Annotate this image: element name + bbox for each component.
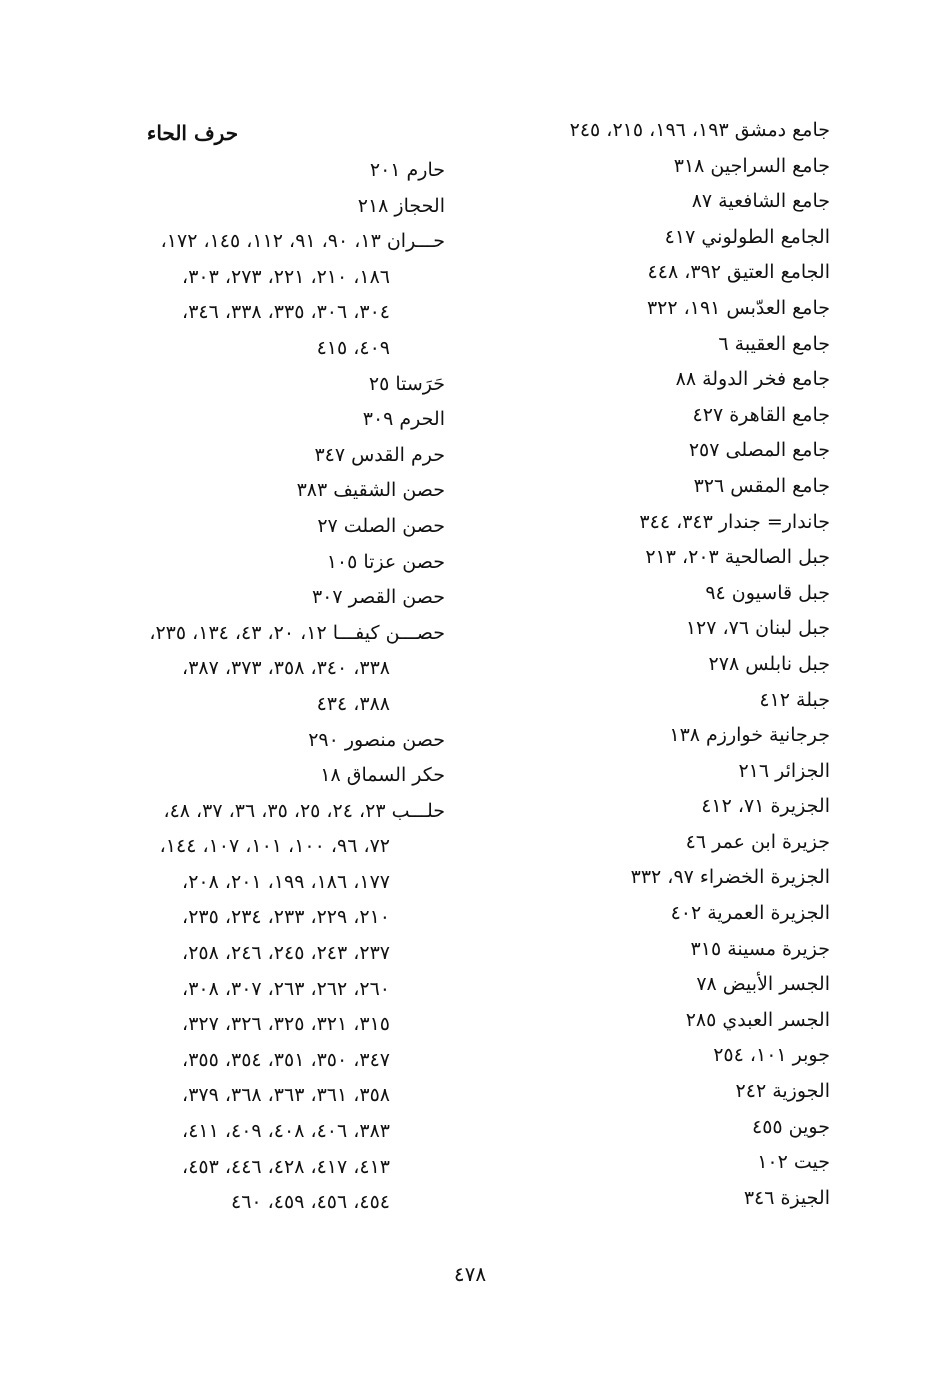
index-entry: جامع القاهرة ٤٢٧: [692, 403, 830, 426]
index-entry: جبلة ٤١٢: [759, 688, 830, 711]
index-entry: جامع المقس ٣٢٦: [693, 474, 830, 497]
page-number: ٤٧٨: [453, 1262, 487, 1286]
index-entry: الجامع الطولوني ٤١٧: [664, 225, 830, 248]
index-entry: حلـــب ٢٣، ٢٤، ٢٥، ٣٥، ٣٦، ٣٧، ٤٨،: [163, 799, 445, 822]
index-entry: جوبر ١٠١، ٢٥٤: [713, 1044, 830, 1067]
left-index-column: [70, 113, 445, 1221]
index-entry: جرجانية خوارزم ١٣٨: [669, 724, 830, 747]
index-entry: الجوزية ٢٤٢: [735, 1080, 830, 1103]
index-entry-continuation: ٧٢، ٩٦، ١٠٠، ١٠١، ١٠٧، ١٤٤،: [159, 835, 390, 858]
index-entry: حصن عزتا ١٠٥: [326, 550, 445, 573]
index-entry-continuation: ١٧٧، ١٨٦، ١٩٩، ٢٠١، ٢٠٨،: [182, 870, 390, 893]
index-entry: الجزيرة العمرية ٤٠٢: [670, 902, 830, 925]
index-entry: حرم القدس ٣٤٧: [314, 443, 445, 466]
index-entry: حصن منصور ٢٩٠: [308, 728, 445, 751]
index-entry: جوين ٤٥٥: [752, 1115, 830, 1138]
index-entry: الجزيرة ٧١، ٤١٢: [701, 795, 830, 818]
left-entries: [70, 153, 445, 1221]
index-entry: الحجاز ٢١٨: [357, 194, 445, 217]
index-entry: جزيرة مسينة ٣١٥: [690, 937, 830, 960]
index-entry: حصن القصر ٣٠٧: [311, 586, 445, 609]
index-entry: جامع العقيبة ٦: [718, 332, 830, 355]
index-entry: الجزيرة الخضراء ٩٧، ٣٣٢: [630, 866, 830, 889]
index-entry-continuation: ٣١٥، ٣٢١، ٣٢٥، ٣٢٦، ٣٢٧،: [182, 1013, 390, 1036]
index-entry: الجسر العبدي ٢٨٥: [685, 1008, 830, 1031]
index-entry-continuation: ٤٠٩، ٤١٥: [316, 336, 390, 359]
index-entry-continuation: ١٨٦، ٢١٠، ٢٢١، ٢٧٣، ٣٠٣،: [182, 265, 390, 288]
index-entry: حارم ٢٠١: [369, 159, 445, 181]
index-entry: الحرم ٣٠٩: [362, 408, 445, 431]
index-entry-continuation: ٣٤٧، ٣٥٠، ٣٥١، ٣٥٤، ٣٥٥،: [182, 1048, 390, 1071]
index-entry: جامع الشافعية ٨٧: [691, 190, 830, 213]
index-entry: حصـــن كيفـــا ١٢، ٢٠، ٤٣، ١٣٤، ٢٣٥،: [149, 621, 445, 644]
index-entry: جبل لبنان ٧٦، ١٢٧: [685, 617, 830, 640]
index-entry: جامع السراجين ٣١٨: [673, 154, 830, 177]
index-entry: جزيرة ابن عمر ٤٦: [685, 830, 830, 853]
index-entry-continuation: ٢٣٧، ٢٤٣، ٢٤٥، ٢٤٦، ٢٥٨،: [182, 942, 390, 965]
index-entry: الجيزة ٣٤٦: [743, 1186, 830, 1209]
index-entry-continuation: ٤١٣، ٤١٧، ٤٢٨، ٤٤٦، ٤٥٣،: [182, 1155, 390, 1178]
index-entry-continuation: ٢٦٠، ٢٦٢، ٢٦٣، ٣٠٧، ٣٠٨،: [182, 977, 390, 1000]
index-entry: حصن الصلت ٢٧: [317, 514, 445, 537]
index-entry: جبل الصالحية ٢٠٣، ٢١٣: [645, 546, 830, 569]
index-entry-continuation: ٣٨٣، ٤٠٦، ٤٠٨، ٤٠٩، ٤١١،: [182, 1120, 390, 1143]
section-heading-text: حرف الحاء: [146, 121, 239, 145]
index-entry: الجامع العتيق ٣٩٢، ٤٤٨: [647, 261, 830, 284]
index-entry: حَرَستا ٢٥: [368, 372, 445, 395]
index-entry: جيت ١٠٢: [757, 1151, 830, 1174]
index-entry: حـــران ١٣، ٩٠، ٩١، ١١٢، ١٤٥، ١٧٢،: [160, 230, 445, 253]
right-index-column: [500, 113, 830, 1216]
index-entry: جاندار= جندار ٣٤٣، ٣٤٤: [639, 510, 830, 533]
index-entry: جبل نابلس ٢٧٨: [708, 652, 830, 675]
index-entry: الجسر الأبيض ٧٨: [696, 973, 830, 996]
index-entry: جامع المصلى ٢٥٧: [688, 439, 830, 462]
index-entry: حكر السماق ١٨: [320, 764, 445, 787]
index-entry-continuation: ٣٥٨، ٣٦١، ٣٦٣، ٣٦٨، ٣٧٩،: [182, 1084, 390, 1107]
index-entry: جامع العدّبس ١٩١، ٣٢٢: [646, 296, 830, 319]
index-entry-continuation: ٢١٠، ٢٢٩، ٢٣٣، ٢٣٤، ٢٣٥،: [182, 906, 390, 929]
index-entry: جامع دمشق ١٩٣، ١٩٦، ٢١٥، ٢٤٥: [569, 119, 830, 141]
index-entry-continuation: ٣٠٤، ٣٠٦، ٣٣٥، ٣٣٨، ٣٤٦،: [182, 301, 390, 324]
index-entry-continuation: ٣٨٨، ٤٣٤: [316, 692, 390, 715]
index-entry: جبل قاسيون ٩٤: [705, 581, 830, 604]
index-entry: جامع فخر الدولة ٨٨: [675, 368, 830, 391]
index-entry: حصن الشقيف ٣٨٣: [296, 479, 445, 502]
index-entry: الجزائر ٢١٦: [738, 759, 830, 782]
index-entry-continuation: ٤٥٤، ٤٥٦، ٤٥٩، ٤٦٠: [230, 1191, 390, 1214]
index-entry-continuation: ٣٣٨، ٣٤٠، ٣٥٨، ٣٧٣، ٣٨٧،: [182, 657, 390, 680]
section-heading: [70, 113, 445, 153]
